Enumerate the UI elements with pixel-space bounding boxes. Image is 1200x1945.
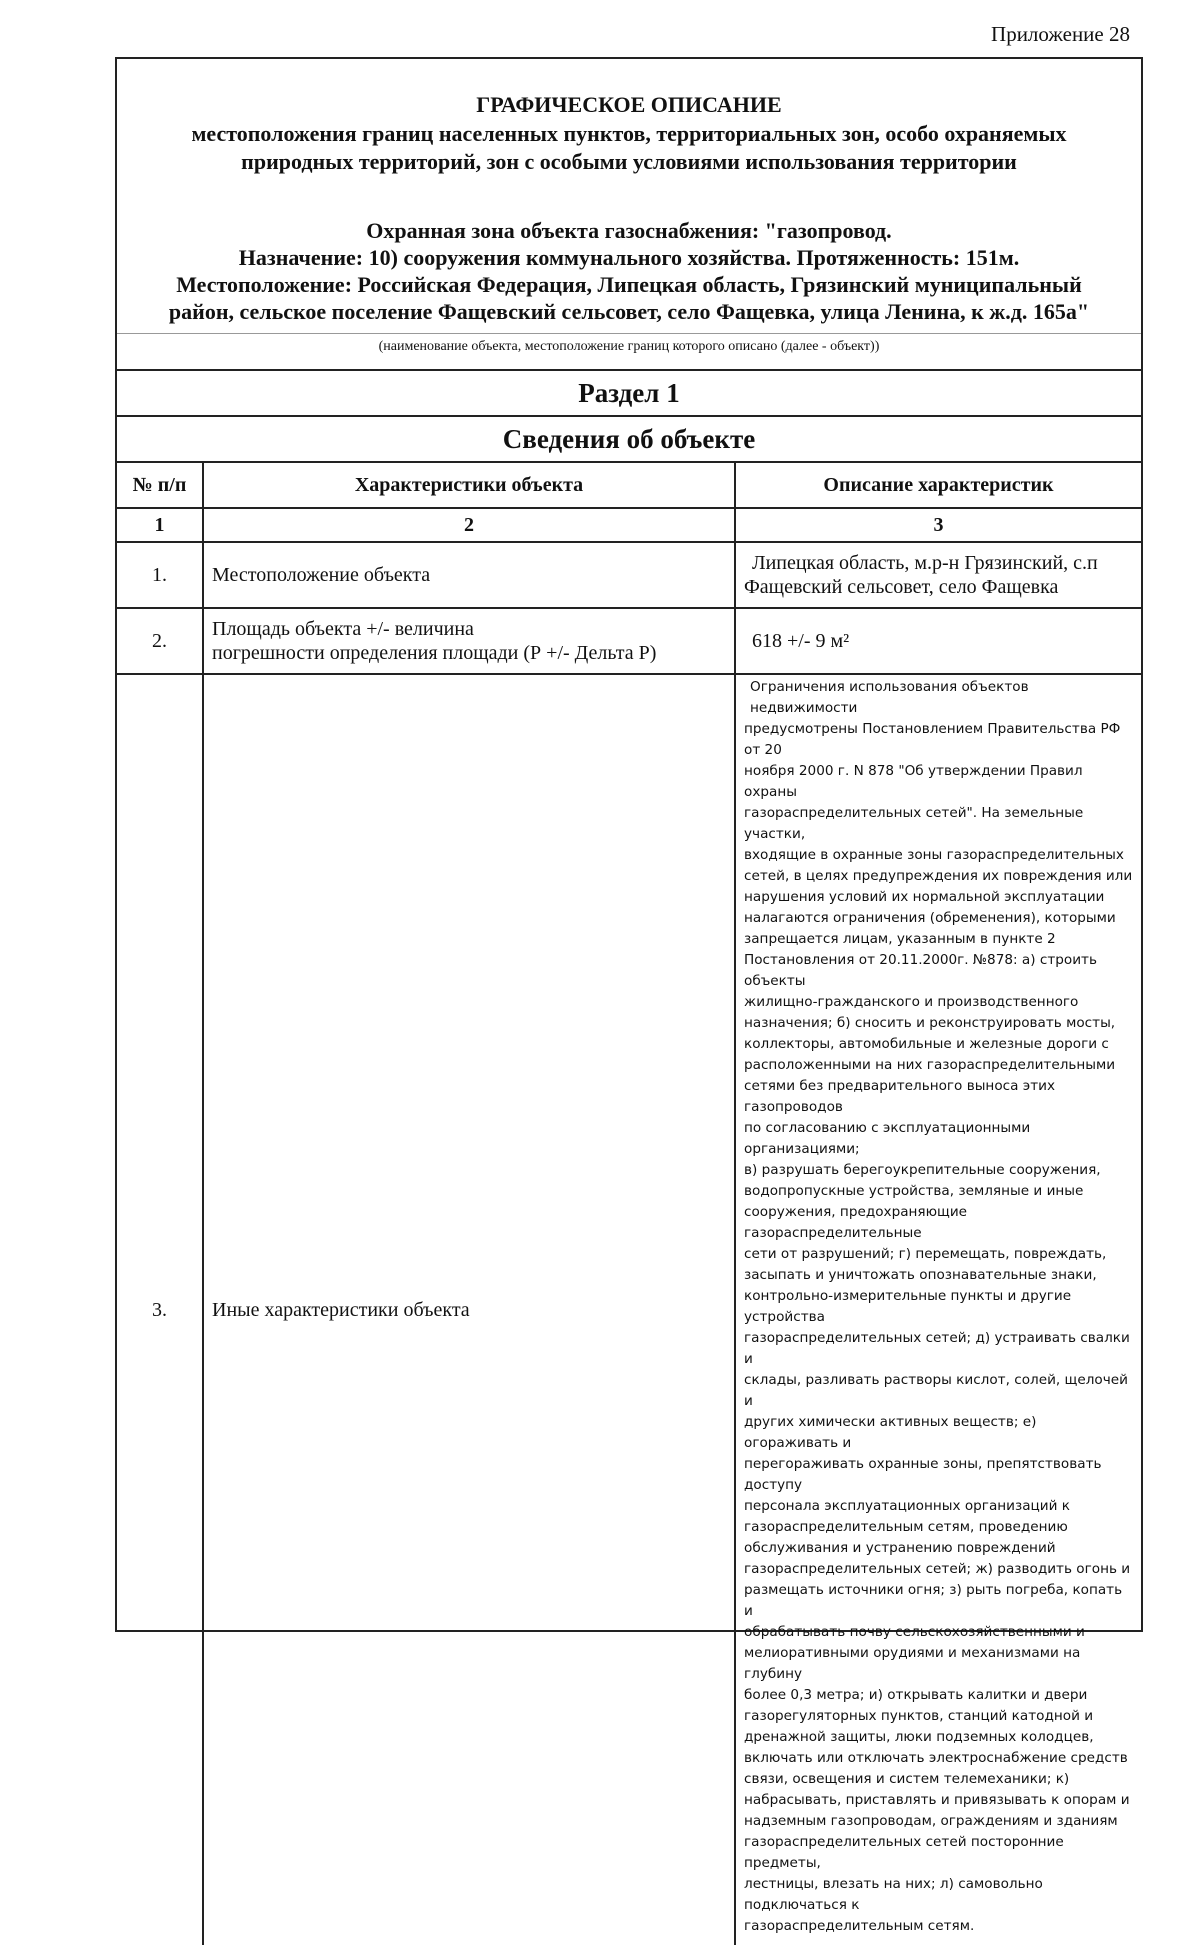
object-name-line: район, сельское поселение Фащевский сельсовет, село Фащевка, улица Ленина, к ж.д. 165а" xyxy=(168,299,1090,324)
restriction-line: контрольно-измерительные пункты и другие устройства xyxy=(744,1288,1072,1325)
column-index: 2 xyxy=(203,508,735,542)
restriction-line: по согласованию с эксплуатационными организациями; xyxy=(744,1120,1031,1157)
object-name-line: Местоположение: Российская Федерация, Липецкая область, Грязинский муниципальный xyxy=(176,272,1082,297)
restriction-line: газораспределительным сетям. xyxy=(744,1918,975,1934)
subtitle-line: местоположения границ населенных пунктов, территориальных зон, особо охраняемых xyxy=(191,121,1067,146)
object-name-line: Охранная зона объекта газоснабжения: "газопровод. xyxy=(366,218,892,243)
table-row xyxy=(117,542,1141,608)
restriction-line: мелиоративными орудиями и механизмами на глубину xyxy=(744,1645,1081,1682)
description-line: Фащевский сельсовет, село Фащевка xyxy=(744,576,1059,598)
restriction-line: Постановления от 20.11.2000г. №878: а) строить объекты xyxy=(744,952,1097,989)
restriction-line: газораспределительных сетей посторонние предметы, xyxy=(744,1834,1064,1871)
restriction-line: расположенными на них газораспределительными xyxy=(744,1057,1116,1073)
restriction-line: более 0,3 метра; и) открывать калитки и двери xyxy=(744,1687,1088,1703)
restriction-line: засыпать и уничтожать опознавательные знаки, xyxy=(744,1267,1097,1283)
characteristics-table xyxy=(117,461,1141,1945)
column-header: № п/п xyxy=(117,462,203,508)
restriction-line: персонала эксплуатационных организаций к xyxy=(744,1498,1071,1514)
restriction-line: в) разрушать берегоукрепительные сооружения, xyxy=(744,1162,1101,1178)
column-index-row xyxy=(117,508,1141,542)
restriction-line: склады, разливать растворы кислот, солей, щелочей и xyxy=(744,1372,1128,1409)
restriction-line: нарушения условий их нормальной эксплуатации xyxy=(744,889,1105,905)
column-header: Характеристики объекта xyxy=(203,462,735,508)
row-feature xyxy=(203,608,735,674)
section-label: Раздел 1 xyxy=(117,369,1141,415)
caption-divider xyxy=(117,333,1141,334)
restriction-line: включать или отключать электроснабжение средств xyxy=(744,1750,1128,1766)
restriction-line: налагаются ограничения (обременения), которыми xyxy=(744,910,1116,926)
restriction-line: сети от разрушений; г) перемещать, повреждать, xyxy=(744,1246,1107,1262)
row-number: 1. xyxy=(117,542,203,608)
description-line: Липецкая область, м.р-н Грязинский, с.п xyxy=(752,552,1098,574)
restriction-line: обслуживания и устранению повреждений xyxy=(744,1540,1056,1556)
row-description xyxy=(735,542,1141,608)
restriction-line: газораспределительным сетям, проведению xyxy=(744,1519,1068,1535)
restriction-line: газораспределительных сетей; ж) разводить огонь и xyxy=(744,1561,1131,1577)
restriction-line: коллекторы, автомобильные и железные дороги с xyxy=(744,1036,1109,1052)
document-frame xyxy=(115,57,1143,1934)
feature-line: Площадь объекта +/- величина xyxy=(212,618,474,640)
restriction-line: назначения; б) сносить и реконструировать мосты, xyxy=(744,1015,1116,1031)
document-title: ГРАФИЧЕСКОЕ ОПИСАНИЕ xyxy=(476,92,782,117)
table-row xyxy=(117,674,1141,1945)
object-name xyxy=(117,217,1141,325)
section-title: Сведения об объекте xyxy=(117,415,1141,461)
row-feature: Местоположение объекта xyxy=(203,542,735,608)
restriction-line: размещать источники огня; з) рыть погреба, копать и xyxy=(744,1582,1123,1619)
restrictions-text xyxy=(744,677,1133,1937)
row-number: 2. xyxy=(117,608,203,674)
row-description xyxy=(735,674,1141,1945)
restriction-line: входящие в охранные зоны газораспределительных xyxy=(744,847,1124,863)
restriction-line: сетями без предварительного выноса этих газопроводов xyxy=(744,1078,1056,1115)
restriction-line: ноября 2000 г. N 878 "Об утверждении Правил охраны xyxy=(744,763,1083,800)
restriction-line: жилищно-гражданского и производственного xyxy=(744,994,1079,1010)
row-feature: Иные характеристики объекта xyxy=(203,674,735,1945)
restriction-line: других химически активных веществ; е) огораживать и xyxy=(744,1414,1037,1451)
table-row xyxy=(117,608,1141,674)
restriction-line: лестницы, влезать на них; л) самовольно подключаться к xyxy=(744,1876,1043,1913)
restriction-line: надземным газопроводам, ограждениям и зданиям xyxy=(744,1813,1118,1829)
appendix-label: Приложение 28 xyxy=(991,22,1130,46)
restriction-line: газораспределительных сетей". На земельные участки, xyxy=(744,805,1084,842)
restriction-line: предусмотрены Постановлением Правительства РФ от 20 xyxy=(744,721,1121,758)
restriction-line: обрабатывать почву сельскохозяйственными и xyxy=(744,1624,1085,1640)
restriction-line: Ограничения использования объектов недвижимости xyxy=(750,679,1029,716)
column-index: 1 xyxy=(117,508,203,542)
restriction-line: водопропускные устройства, земляные и иные xyxy=(744,1183,1084,1199)
restriction-line: сетей, в целях предупреждения их повреждения или xyxy=(744,868,1133,884)
restriction-line: газорегуляторных пунктов, станций катодной и xyxy=(744,1708,1094,1724)
row-number: 3. xyxy=(117,674,203,1945)
restriction-line: связи, освещения и систем телемеханики; к) xyxy=(744,1771,1070,1787)
row-description: 618 +/- 9 м² xyxy=(735,608,1141,674)
restriction-line: набрасывать, приставлять и привязывать к опорам и xyxy=(744,1792,1130,1808)
document-subtitle xyxy=(117,120,1141,176)
object-name-line: Назначение: 10) сооружения коммунального хозяйства. Протяженность: 151м. xyxy=(238,245,1020,270)
restriction-line: запрещается лицам, указанным в пункте 2 xyxy=(744,931,1056,947)
table-header-row xyxy=(117,462,1141,508)
restriction-line: дренажной защиты, люки подземных колодцев, xyxy=(744,1729,1094,1745)
object-caption: (наименование объекта, местоположение границ которого описано (далее - объект)) xyxy=(378,339,880,354)
column-index: 3 xyxy=(735,508,1141,542)
restriction-line: сооружения, предохраняющие газораспределительные xyxy=(744,1204,968,1241)
feature-line: погрешности определения площади (Р +/- Дельта Р) xyxy=(212,642,657,664)
column-header: Описание характеристик xyxy=(735,462,1141,508)
restriction-line: газораспределительных сетей; д) устраивать свалки и xyxy=(744,1330,1130,1367)
subtitle-line: природных территорий, зон с особыми условиями использования территории xyxy=(241,149,1017,174)
restriction-line: перегораживать охранные зоны, препятствовать доступу xyxy=(744,1456,1102,1493)
